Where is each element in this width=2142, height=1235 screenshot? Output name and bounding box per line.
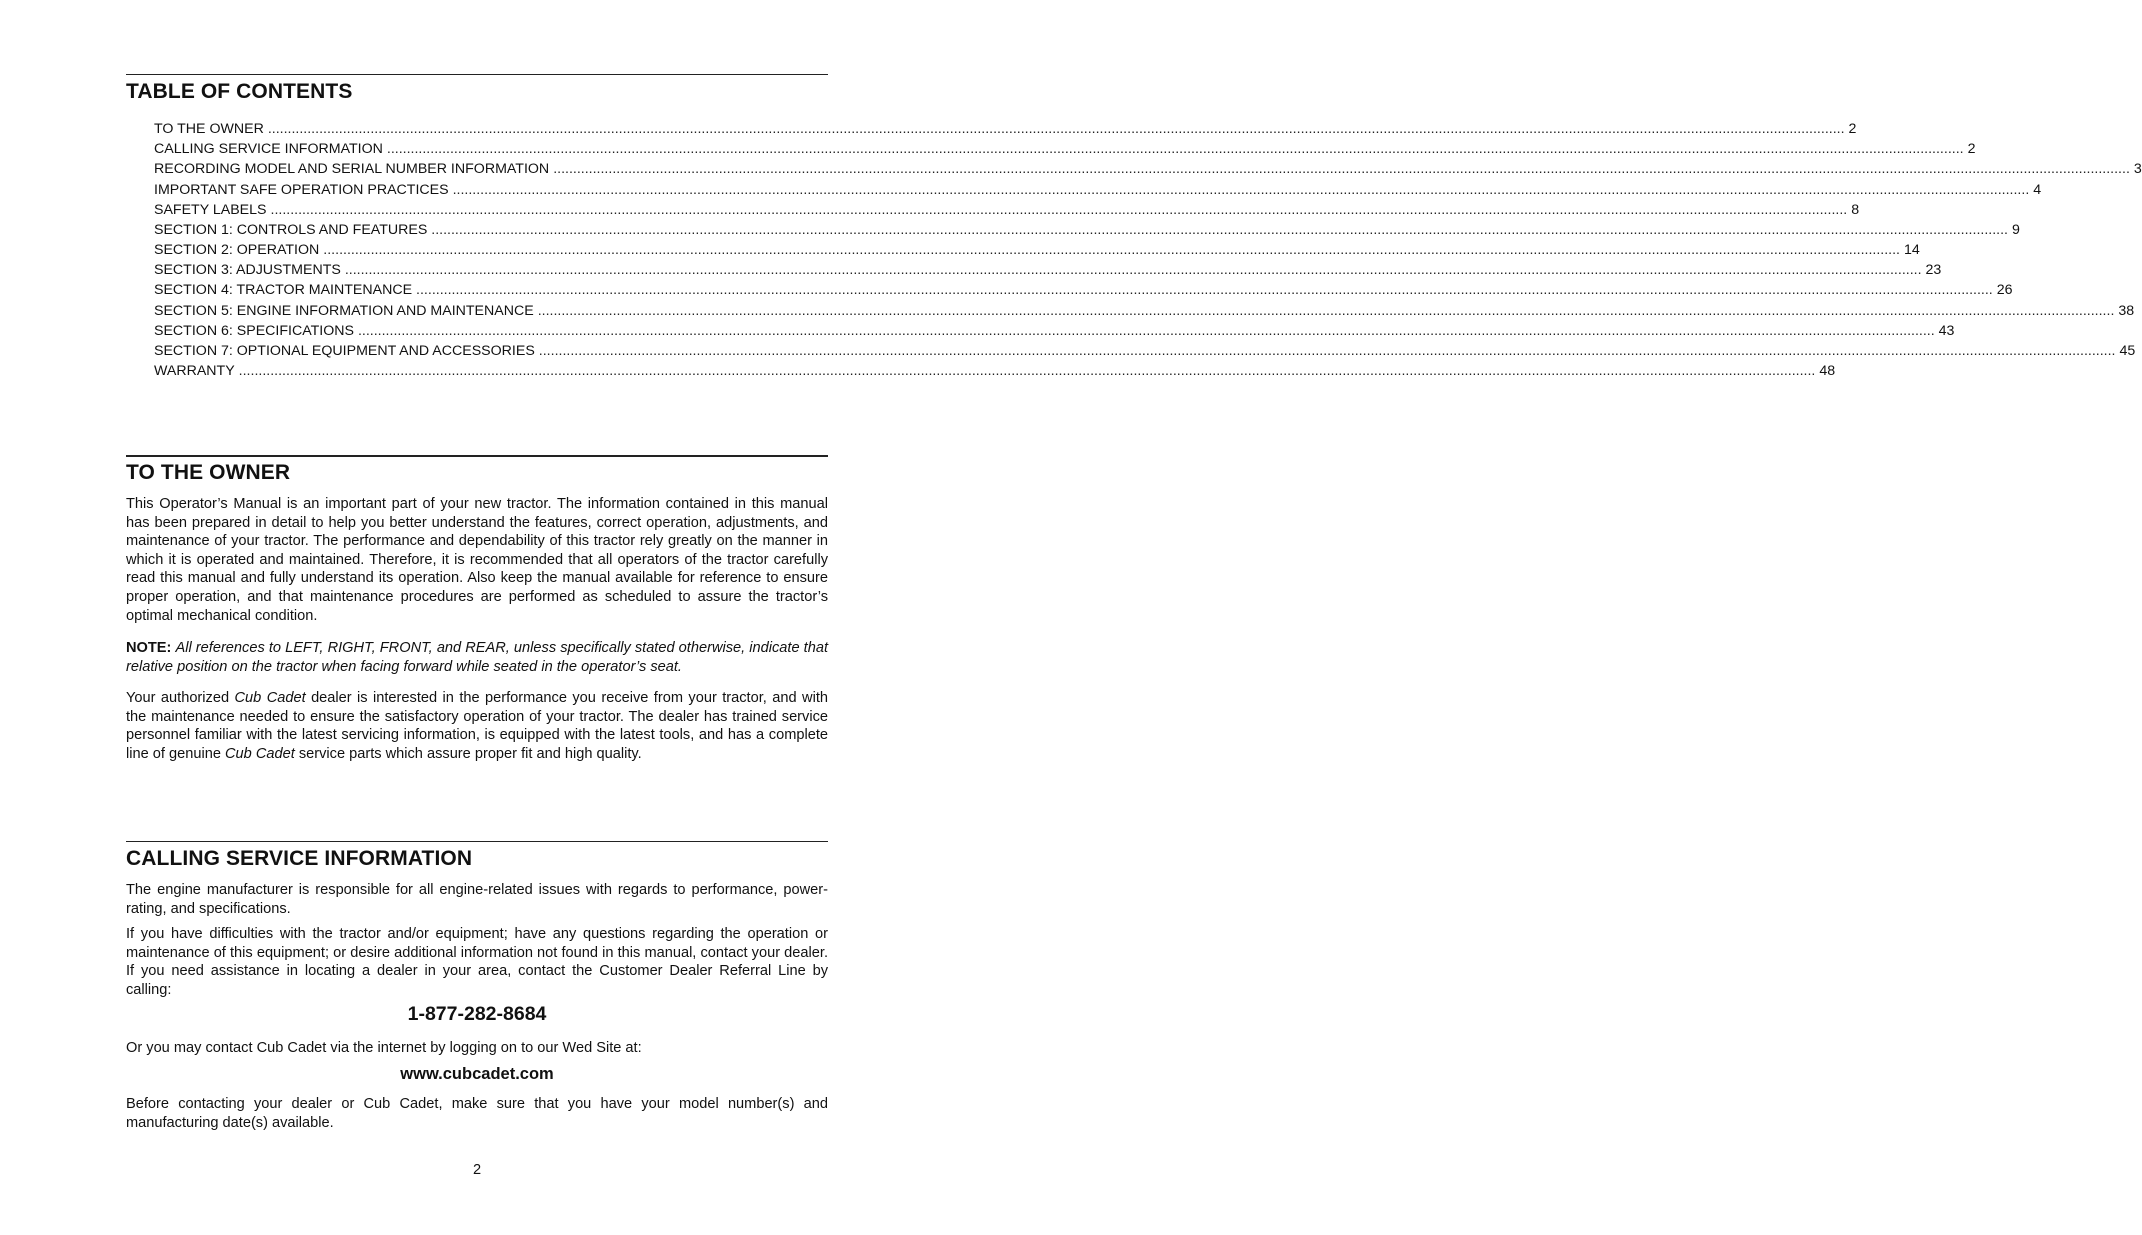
toc-entry[interactable]: [154, 139, 1976, 159]
toc-entry[interactable]: [154, 341, 2136, 361]
toc-leader-dots: ................................................................................................................................................................................................................................................................................................................................................................................................................: [323, 242, 1900, 259]
toc-entry-title: SECTION 1: CONTROLS AND FEATURES: [154, 221, 428, 238]
toc-leader-dots: ................................................................................................................................................................................................................................................................................................................................................................................................................: [452, 181, 2030, 198]
brand-name: Cub Cadet: [234, 690, 306, 706]
toc-entry-page: 26: [1996, 282, 2013, 299]
toc-entry-title: SAFETY LABELS: [154, 201, 267, 218]
toc-leader-dots: ................................................................................................................................................................................................................................................................................................................................................................................................................: [431, 221, 2008, 238]
toc-top-rule: [126, 74, 828, 75]
toc-entry[interactable]: [154, 260, 1942, 280]
toc-entry[interactable]: [154, 180, 2042, 200]
toc-entry-page: 2: [1967, 141, 1976, 158]
toc-leader-dots: ................................................................................................................................................................................................................................................................................................................................................................................................................: [553, 161, 2130, 178]
para3-end: service parts which assure proper fit and high quality.: [294, 745, 642, 762]
toc-leader-dots: ................................................................................................................................................................................................................................................................................................................................................................................................................: [537, 302, 2115, 319]
toc-entry-title: TO THE OWNER: [154, 120, 264, 137]
toc-entry-page: 23: [1925, 262, 1942, 279]
toc-leader-dots: ................................................................................................................................................................................................................................................................................................................................................................................................................: [357, 322, 1935, 339]
service-paragraph-2: If you have difficulties with the tractor and/or equipment; have any questions regarding the operation or maintenance of this equipment; or desire additional information not found in this manual, contact your dealer. If you need assistance in locating a dealer in your area, contact the Customer Dealer Referral Line by calling:: [126, 926, 828, 998]
toc-entry-title: CALLING SERVICE INFORMATION: [154, 141, 383, 158]
toc-entry-title: SECTION 3: ADJUSTMENTS: [154, 262, 341, 279]
owner-paragraph-1: This Operator’s Manual is an important part of your new tractor. The information contained in this manual has been prepared in detail to help you better understand the features, correct operation, adjustments, and maintenance of your tractor. The performance and dependability of this tractor rely greatly on the manner in which it is operated and maintained. Therefore, it is recommended that all operators of the tractor carefully read this manual and fully understand its operation. Also keep the manual available for reference to ensure proper operation, and that maintenance procedures are performed as scheduled to assure the tractor’s optimal mechanical condition.: [126, 496, 828, 624]
toc-entry-page: 2: [1848, 120, 1857, 137]
toc-entry-title: WARRANTY: [154, 363, 235, 380]
owner-note: [126, 639, 828, 676]
toc-leader-dots: ................................................................................................................................................................................................................................................................................................................................................................................................................: [386, 141, 1964, 158]
toc-leader-dots: ................................................................................................................................................................................................................................................................................................................................................................................................................: [238, 363, 1816, 380]
toc-entry[interactable]: [154, 361, 1836, 381]
toc-entry[interactable]: [154, 220, 2020, 240]
toc-entry-title: SECTION 4: TRACTOR MAINTENANCE: [154, 282, 413, 299]
toc-entry[interactable]: [154, 281, 2013, 301]
toc-entry-page: 48: [1819, 363, 1836, 380]
toc-entry-page: 8: [1851, 201, 1860, 218]
toc-leader-dots: ................................................................................................................................................................................................................................................................................................................................................................................................................: [267, 120, 1845, 137]
toc-entry-page: 3: [2133, 161, 2142, 178]
toc-leader-dots: ................................................................................................................................................................................................................................................................................................................................................................................................................: [416, 282, 1993, 299]
owner-paragraph-3: [126, 689, 828, 763]
toc-entry-title: RECORDING MODEL AND SERIAL NUMBER INFORMATION: [154, 161, 550, 178]
website-link[interactable]: www.cubcadet.com: [400, 1065, 554, 1083]
toc-entry-title: SECTION 5: ENGINE INFORMATION AND MAINTENANCE: [154, 302, 534, 319]
toc-heading: TABLE OF CONTENTS: [126, 80, 353, 103]
brand-name: Cub Cadet: [225, 745, 295, 762]
toc-leader-dots: ................................................................................................................................................................................................................................................................................................................................................................................................................: [538, 343, 2116, 360]
phone-number: 1-877-282-8684: [407, 1003, 547, 1025]
service-top-rule: [126, 841, 828, 842]
para3-middle: dealer is interested in the performance you receive from your tractor, and with the maintenance needed to ensure the satisfactory operation of your tractor. The dealer has trained service personnel familiar with the latest servicing information, is equipped with the latest tools, and has a complete line of genuine: [126, 690, 828, 762]
note-text: All references to LEFT, RIGHT, FRONT, and REAR, unless specifically stated otherwise, indicate that relative position on the tractor when facing forward while seated in the operator’s seat.: [126, 640, 828, 675]
toc-entry[interactable]: [154, 240, 1920, 260]
toc-entry[interactable]: [154, 159, 2142, 179]
toc-entry-page: 4: [2033, 181, 2042, 198]
owner-heading: TO THE OWNER: [126, 461, 291, 484]
toc-leader-dots: ................................................................................................................................................................................................................................................................................................................................................................................................................: [344, 262, 1922, 279]
toc-entry[interactable]: [154, 321, 1955, 341]
service-paragraph-4: Before contacting your dealer or Cub Cadet, make sure that you have your model number(s) and manufacturing date(s) available.: [126, 1096, 828, 1131]
note-label: NOTE:: [126, 640, 172, 656]
toc-entry-page: 38: [2118, 302, 2135, 319]
toc-leader-dots: ................................................................................................................................................................................................................................................................................................................................................................................................................: [270, 201, 1848, 218]
toc-entry-page: 43: [1938, 322, 1955, 339]
toc-entry-page: 45: [2119, 343, 2136, 360]
toc-entry-title: SECTION 7: OPTIONAL EQUIPMENT AND ACCESSORIES: [154, 343, 535, 360]
toc-entry[interactable]: [154, 119, 1857, 139]
service-paragraph-1: The engine manufacturer is responsible for all engine-related issues with regards to performance, power-rating, and specifications.: [126, 882, 828, 917]
service-heading: CALLING SERVICE INFORMATION: [126, 847, 473, 870]
owner-top-rule: [126, 455, 828, 457]
para3-start: Your authorized: [126, 690, 235, 706]
toc-entry-title: IMPORTANT SAFE OPERATION PRACTICES: [154, 181, 449, 198]
toc-list: [154, 119, 2142, 381]
toc-entry-title: SECTION 6: SPECIFICATIONS: [154, 322, 354, 339]
toc-entry[interactable]: [154, 301, 2135, 321]
service-paragraph-3: Or you may contact Cub Cadet via the internet by logging on to our Wed Site at:: [126, 1040, 642, 1056]
toc-entry-title: SECTION 2: OPERATION: [154, 242, 320, 259]
toc-entry[interactable]: [154, 200, 1860, 220]
page-number: 2: [472, 1162, 482, 1178]
toc-entry-page: 9: [2011, 221, 2020, 238]
toc-entry-page: 14: [1904, 242, 1920, 259]
